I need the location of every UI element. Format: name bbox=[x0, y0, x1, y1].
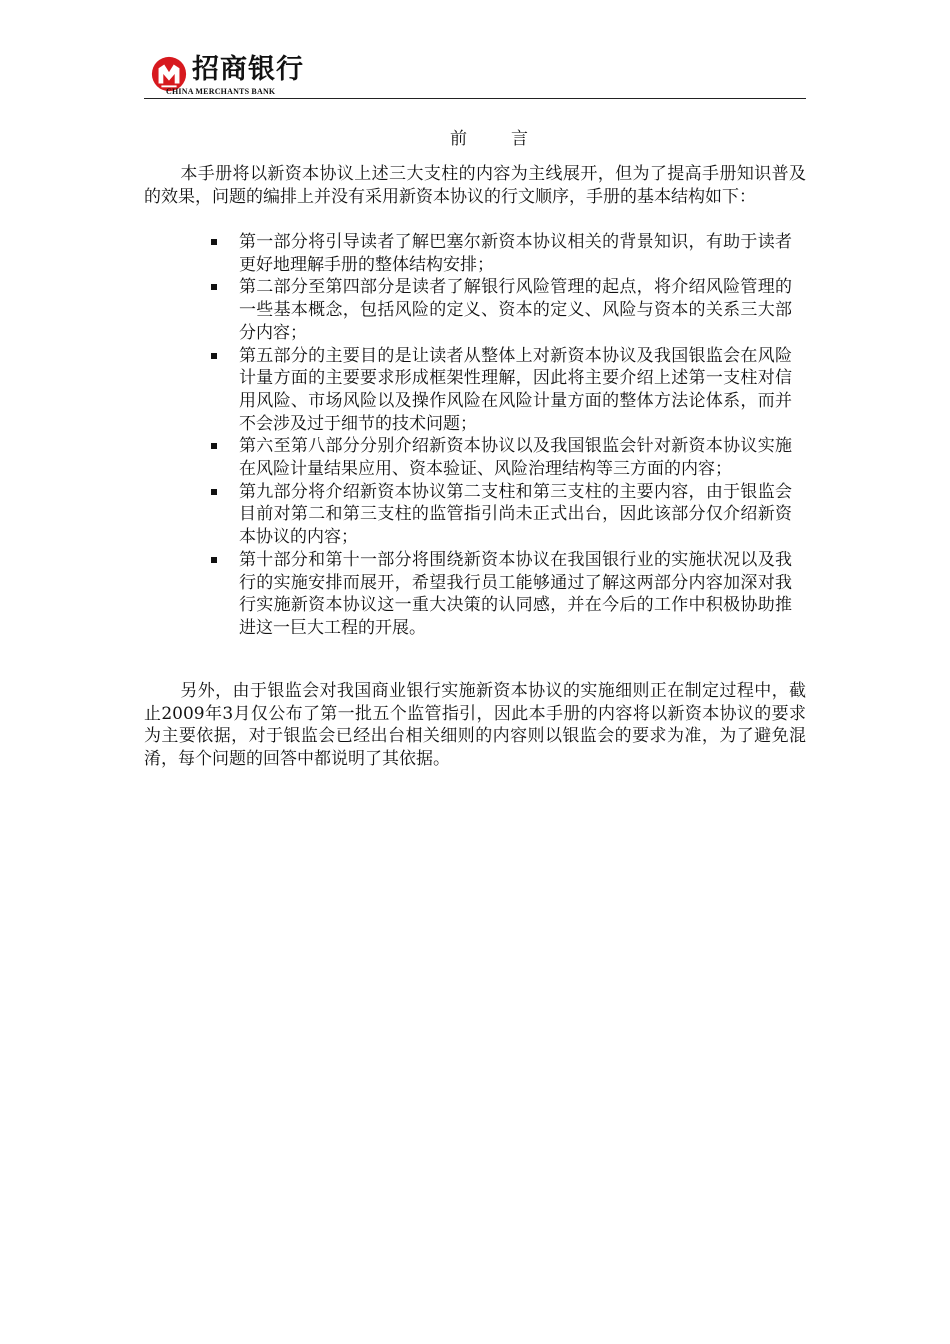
bullet-square-icon bbox=[211, 443, 217, 449]
list-item-text: 第五部分的主要目的是让读者从整体上对新资本协议及我国银监会在风险计量方面的主要要求形成框架性理解，因此将主要介绍上述第一支柱对信用风险、市场风险以及操作风险在风险计量方面的整体方法论体系，而并不会涉及过于细节的技术问题； bbox=[239, 345, 792, 434]
structure-list bbox=[144, 231, 806, 640]
list-item-text: 第二部分至第四部分是读者了解银行风险管理的起点，将介绍风险管理的一些基本概念，包括风险的定义、资本的定义、风险与资本的关系三大部分内容； bbox=[239, 277, 792, 343]
logo-chinese-name: 招商银行 bbox=[192, 54, 304, 85]
bullet-square-icon bbox=[211, 239, 217, 245]
list-item bbox=[144, 481, 806, 549]
bullet-square-icon bbox=[211, 489, 217, 495]
list-item bbox=[144, 345, 806, 436]
closing-paragraph bbox=[144, 680, 806, 771]
title-char-2: 言 bbox=[511, 129, 528, 149]
closing-text: 另外，由于银监会对我国商业银行实施新资本协议的实施细则正在制定过程中，截止2009年3月仅公布了第一批五个监管指引，因此本手册的内容将以新资本协议的要求为主要依据，对于银监会已经出台相关细则的内容则以银监会的要求为准，为了避免混淆，每个问题的回答中都说明了其依据。 bbox=[144, 681, 806, 770]
list-item bbox=[144, 276, 806, 344]
list-item-text: 第九部分将介绍新资本协议第二支柱和第三支柱的主要内容，由于银监会目前对第二和第三支柱的监管指引尚未正式出台，因此该部分仅介绍新资本协议的内容； bbox=[239, 481, 792, 548]
intro-paragraph bbox=[144, 163, 806, 208]
intro-text: 本手册将以新资本协议上述三大支柱的内容为主线展开，但为了提高手册知识普及的效果，问题的编排上并没有采用新资本协议的行文顺序，手册的基本结构如下： bbox=[144, 164, 806, 207]
bullet-square-icon bbox=[211, 284, 217, 290]
list-item-text: 第十部分和第十一部分将围绕新资本协议在我国银行业的实施状况以及我行的实施安排而展开，希望我行员工能够通过了解这两部分内容加深对我行实施新资本协议这一重大决策的认同感，并在今后的工作中积极协助推进这一巨大工程的开展。 bbox=[239, 549, 792, 638]
list-item bbox=[144, 231, 806, 276]
page-header bbox=[144, 52, 806, 100]
page-title bbox=[144, 124, 834, 149]
list-item-text: 第一部分将引导读者了解巴塞尔新资本协议相关的背景知识，有助于读者更好地理解手册的整体结构安排； bbox=[239, 232, 792, 275]
list-item bbox=[144, 435, 806, 480]
list-item bbox=[144, 549, 806, 640]
logo-english-name: CHINA MERCHANTS BANK bbox=[166, 87, 276, 96]
bullet-square-icon bbox=[211, 557, 217, 563]
list-item-text: 第六至第八部分分别介绍新资本协议以及我国银监会针对新资本协议实施在风险计量结果应用、资本验证、风险治理结构等三方面的内容； bbox=[239, 436, 792, 480]
header-divider bbox=[144, 98, 806, 99]
title-char-1: 前 bbox=[450, 129, 467, 149]
bullet-square-icon bbox=[211, 353, 217, 359]
